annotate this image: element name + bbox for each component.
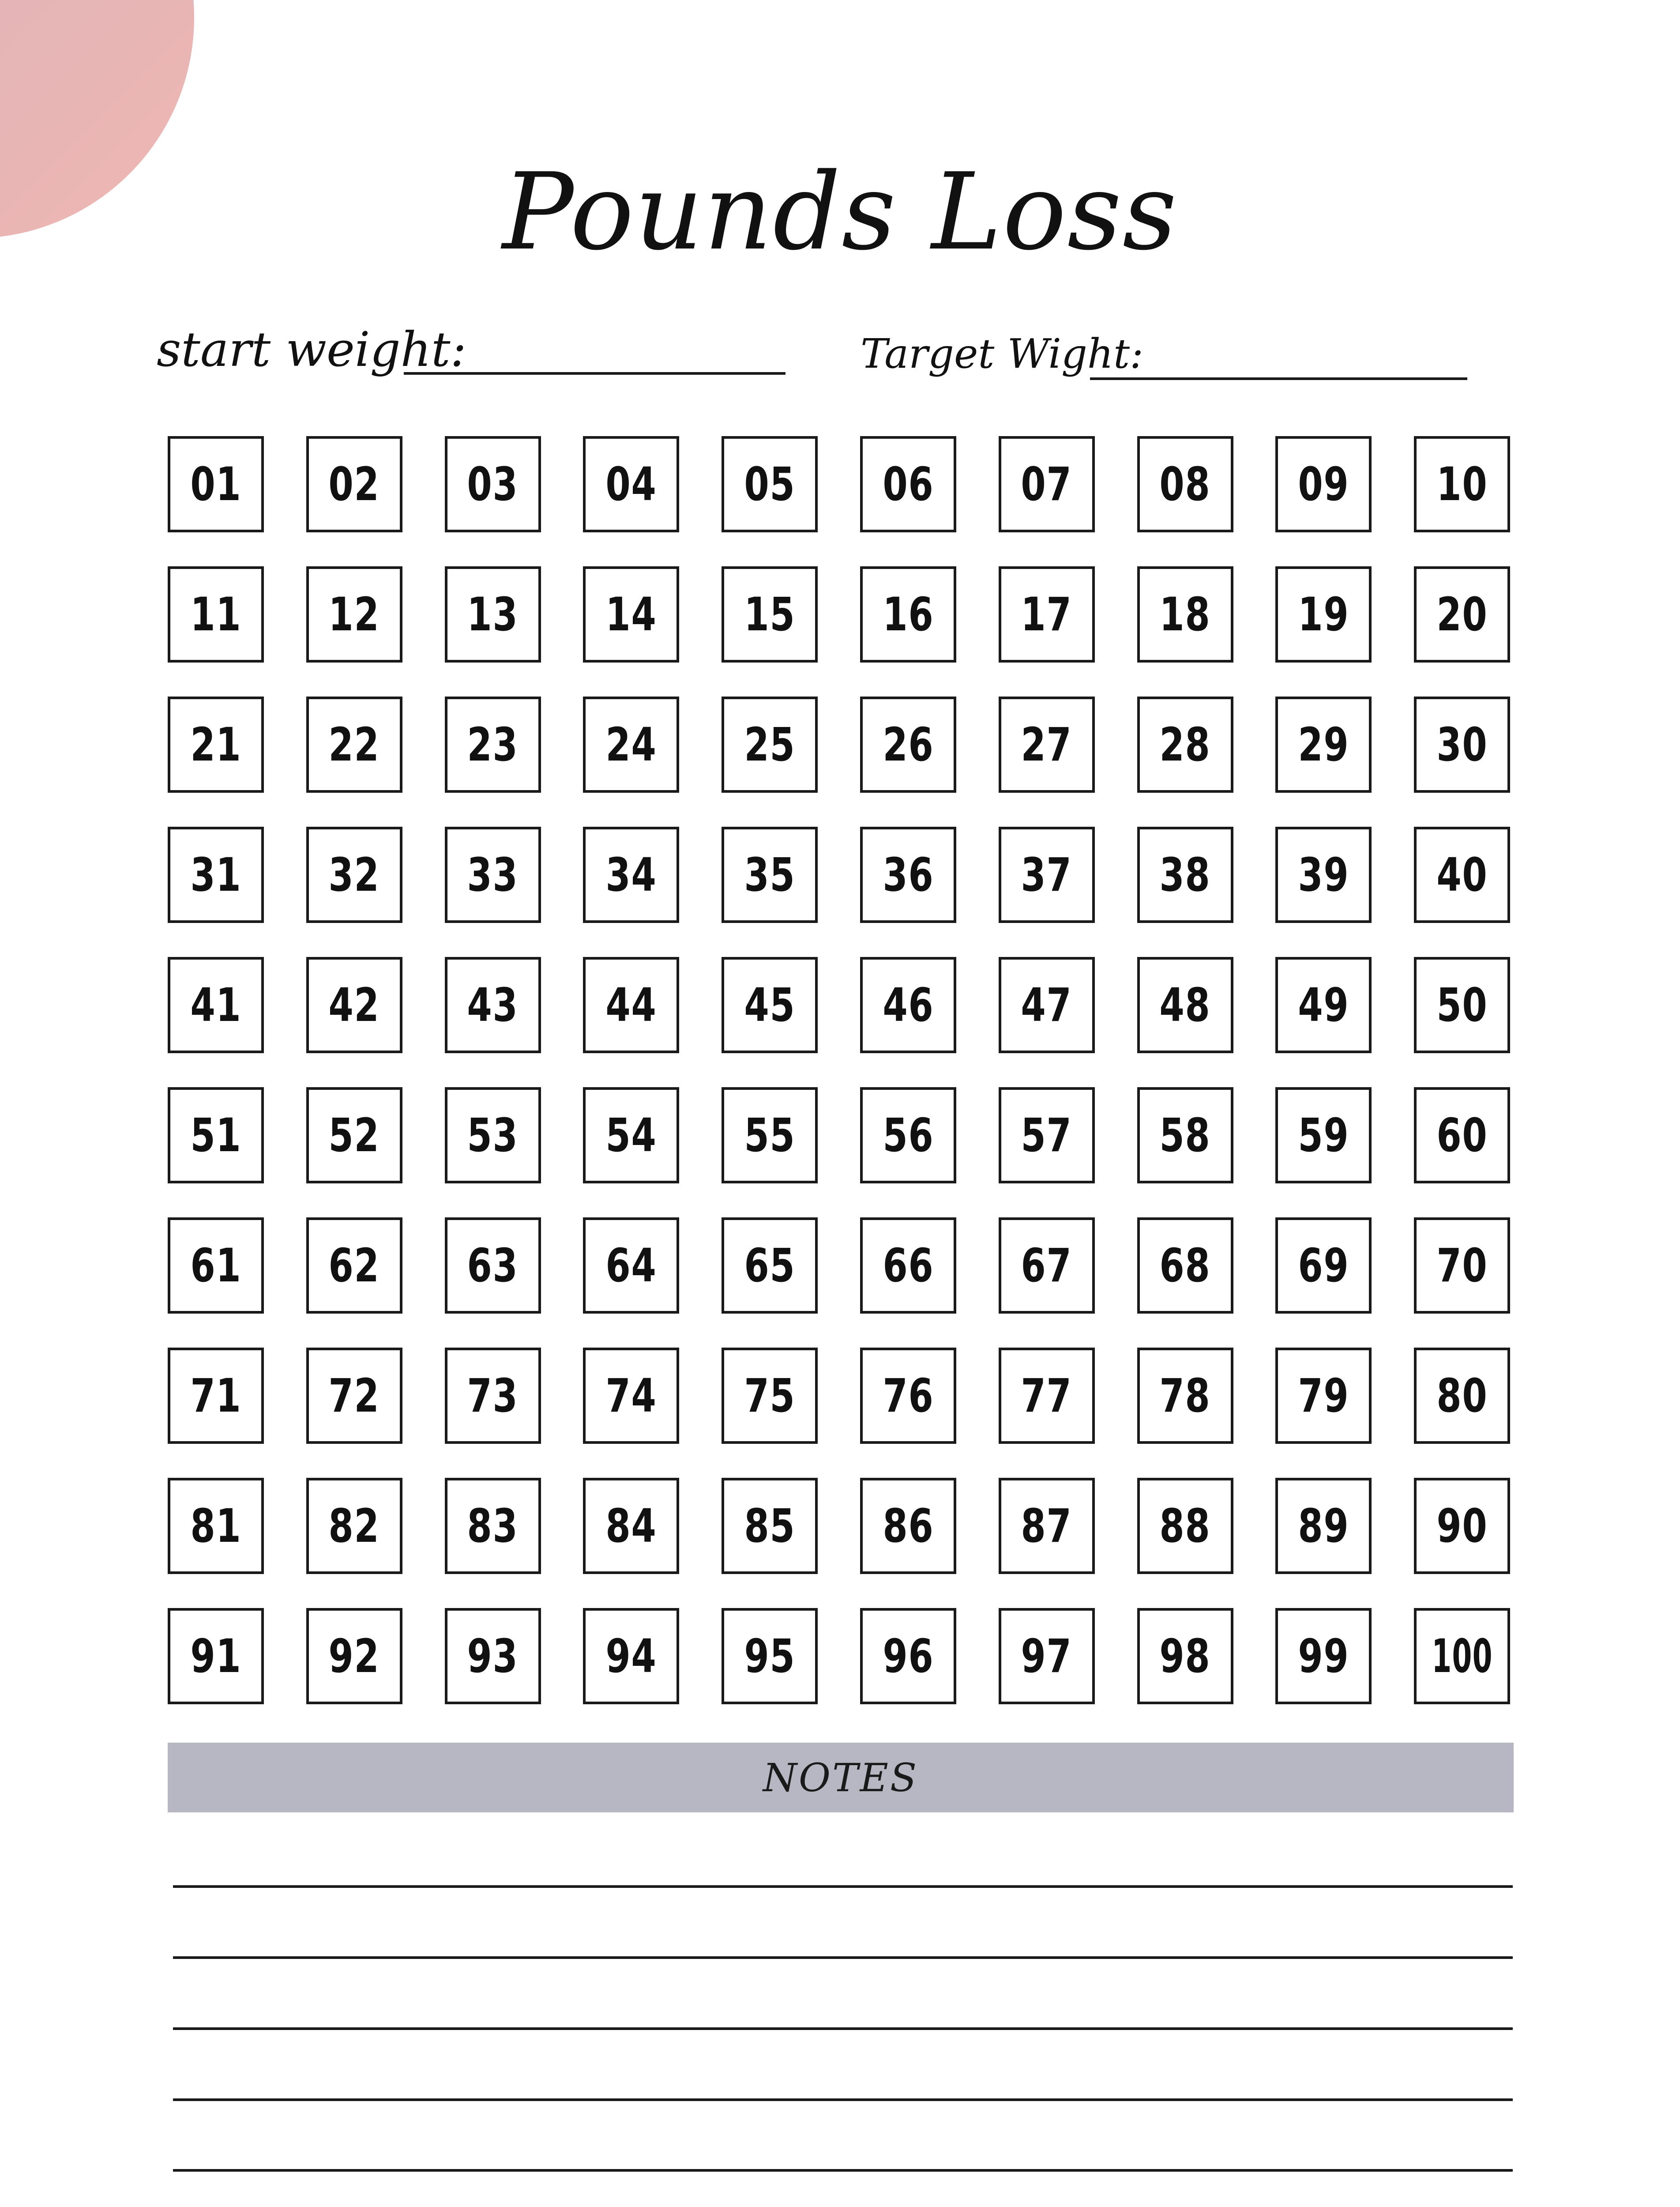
number-label: 52 [328, 1108, 380, 1162]
number-box-57[interactable] [999, 1087, 1095, 1183]
start-weight-label: start weight: [157, 322, 466, 377]
number-label: 78 [1159, 1369, 1211, 1423]
number-label: 25 [744, 718, 796, 772]
number-box-42[interactable] [306, 957, 402, 1053]
number-box-71[interactable] [168, 1348, 264, 1444]
number-box-28[interactable] [1137, 697, 1233, 793]
number-box-63[interactable] [445, 1217, 541, 1314]
number-label: 59 [1298, 1108, 1349, 1162]
number-label: 21 [190, 718, 241, 772]
number-box-46[interactable] [860, 957, 956, 1053]
number-box-30[interactable] [1414, 697, 1510, 793]
number-label: 55 [744, 1108, 796, 1162]
number-box-79[interactable] [1275, 1348, 1372, 1444]
number-label: 98 [1159, 1629, 1211, 1683]
number-label: 66 [882, 1239, 934, 1292]
number-label: 100 [1432, 1629, 1493, 1683]
number-box-52[interactable] [306, 1087, 402, 1183]
number-box-07[interactable] [999, 436, 1095, 532]
number-box-72[interactable] [306, 1348, 402, 1444]
number-box-85[interactable] [722, 1478, 818, 1574]
number-box-68[interactable] [1137, 1217, 1233, 1314]
number-box-43[interactable] [445, 957, 541, 1053]
number-box-99[interactable] [1275, 1608, 1372, 1704]
number-label: 45 [744, 978, 796, 1032]
number-box-09[interactable] [1275, 436, 1372, 532]
number-label: 05 [744, 457, 796, 511]
number-box-74[interactable] [583, 1348, 679, 1444]
number-label: 84 [605, 1499, 657, 1553]
number-label: 11 [190, 588, 241, 641]
number-box-100[interactable] [1414, 1608, 1510, 1704]
number-label: 12 [328, 588, 380, 641]
number-label: 70 [1436, 1239, 1488, 1292]
number-box-90[interactable] [1414, 1478, 1510, 1574]
number-label: 10 [1436, 457, 1488, 511]
number-box-97[interactable] [999, 1608, 1095, 1704]
number-box-67[interactable] [999, 1217, 1095, 1314]
number-box-38[interactable] [1137, 827, 1233, 923]
number-label: 04 [605, 457, 657, 511]
number-box-40[interactable] [1414, 827, 1510, 923]
number-box-03[interactable] [445, 436, 541, 532]
number-label: 82 [328, 1499, 380, 1553]
number-label: 03 [467, 457, 519, 511]
number-label: 32 [328, 848, 380, 902]
number-box-60[interactable] [1414, 1087, 1510, 1183]
number-box-82[interactable] [306, 1478, 402, 1574]
number-label: 53 [467, 1108, 519, 1162]
number-label: 88 [1159, 1499, 1211, 1553]
number-box-94[interactable] [583, 1608, 679, 1704]
number-label: 33 [467, 848, 519, 902]
number-box-27[interactable] [999, 697, 1095, 793]
number-label: 37 [1021, 848, 1072, 902]
number-label: 58 [1159, 1108, 1211, 1162]
number-box-59[interactable] [1275, 1087, 1372, 1183]
number-label: 36 [882, 848, 934, 902]
number-box-31[interactable] [168, 827, 264, 923]
number-label: 15 [744, 588, 796, 641]
number-label: 13 [467, 588, 519, 641]
number-label: 30 [1436, 718, 1488, 772]
number-label: 87 [1021, 1499, 1072, 1553]
number-label: 80 [1436, 1369, 1488, 1423]
number-box-80[interactable] [1414, 1348, 1510, 1444]
number-box-24[interactable] [583, 697, 679, 793]
number-box-13[interactable] [445, 566, 541, 663]
number-label: 19 [1298, 588, 1349, 641]
number-box-73[interactable] [445, 1348, 541, 1444]
number-box-69[interactable] [1275, 1217, 1372, 1314]
number-box-91[interactable] [168, 1608, 264, 1704]
number-box-55[interactable] [722, 1087, 818, 1183]
number-box-11[interactable] [168, 566, 264, 663]
number-box-06[interactable] [860, 436, 956, 532]
page-title: Pounds Loss [502, 150, 1178, 274]
number-box-54[interactable] [583, 1087, 679, 1183]
number-box-19[interactable] [1275, 566, 1372, 663]
number-label: 62 [328, 1239, 380, 1292]
note-line[interactable] [173, 2169, 1513, 2172]
number-label: 16 [882, 588, 934, 641]
number-box-39[interactable] [1275, 827, 1372, 923]
number-label: 79 [1298, 1369, 1349, 1423]
number-box-84[interactable] [583, 1478, 679, 1574]
pounds-tracker-grid [168, 436, 1514, 1704]
number-label: 47 [1021, 978, 1072, 1032]
number-label: 86 [882, 1499, 934, 1553]
number-label: 38 [1159, 848, 1211, 902]
number-box-23[interactable] [445, 697, 541, 793]
number-label: 24 [605, 718, 657, 772]
number-label: 68 [1159, 1239, 1211, 1292]
number-label: 39 [1298, 848, 1349, 902]
number-label: 60 [1436, 1108, 1488, 1162]
number-box-95[interactable] [722, 1608, 818, 1704]
number-label: 20 [1436, 588, 1488, 641]
number-box-29[interactable] [1275, 697, 1372, 793]
number-box-36[interactable] [860, 827, 956, 923]
number-label: 17 [1021, 588, 1072, 641]
note-line[interactable] [173, 2098, 1513, 2101]
number-label: 71 [190, 1369, 241, 1423]
number-label: 26 [882, 718, 934, 772]
number-box-35[interactable] [722, 827, 818, 923]
number-box-64[interactable] [583, 1217, 679, 1314]
number-label: 95 [744, 1629, 796, 1683]
number-label: 96 [882, 1629, 934, 1683]
number-label: 92 [328, 1629, 380, 1683]
number-label: 27 [1021, 718, 1072, 772]
number-label: 89 [1298, 1499, 1349, 1553]
number-label: 23 [467, 718, 519, 772]
number-box-75[interactable] [722, 1348, 818, 1444]
number-label: 01 [190, 457, 241, 511]
number-box-33[interactable] [445, 827, 541, 923]
number-label: 35 [744, 848, 796, 902]
number-box-62[interactable] [306, 1217, 402, 1314]
number-label: 75 [744, 1369, 796, 1423]
number-box-20[interactable] [1414, 566, 1510, 663]
number-box-96[interactable] [860, 1608, 956, 1704]
number-box-01[interactable] [168, 436, 264, 532]
number-label: 81 [190, 1499, 241, 1553]
target-weight-label: Target Wight: [861, 330, 1144, 377]
number-label: 73 [467, 1369, 519, 1423]
number-box-58[interactable] [1137, 1087, 1233, 1183]
number-label: 61 [190, 1239, 241, 1292]
number-label: 42 [328, 978, 380, 1032]
number-label: 67 [1021, 1239, 1072, 1292]
number-label: 07 [1021, 457, 1072, 511]
number-box-18[interactable] [1137, 566, 1233, 663]
number-label: 97 [1021, 1629, 1072, 1683]
number-box-16[interactable] [860, 566, 956, 663]
number-label: 83 [467, 1499, 519, 1553]
number-box-87[interactable] [999, 1478, 1095, 1574]
number-box-10[interactable] [1414, 436, 1510, 532]
number-label: 40 [1436, 848, 1488, 902]
number-label: 06 [882, 457, 934, 511]
number-box-15[interactable] [722, 566, 818, 663]
number-box-77[interactable] [999, 1348, 1095, 1444]
number-label: 44 [605, 978, 657, 1032]
number-label: 22 [328, 718, 380, 772]
number-box-66[interactable] [860, 1217, 956, 1314]
number-box-48[interactable] [1137, 957, 1233, 1053]
number-label: 64 [605, 1239, 657, 1292]
number-label: 90 [1436, 1499, 1488, 1553]
number-label: 29 [1298, 718, 1349, 772]
number-box-81[interactable] [168, 1478, 264, 1574]
number-box-98[interactable] [1137, 1608, 1233, 1704]
number-label: 74 [605, 1369, 657, 1423]
number-label: 41 [190, 978, 241, 1032]
number-box-53[interactable] [445, 1087, 541, 1183]
number-label: 56 [882, 1108, 934, 1162]
number-box-05[interactable] [722, 436, 818, 532]
number-box-47[interactable] [999, 957, 1095, 1053]
number-box-02[interactable] [306, 436, 402, 532]
number-label: 49 [1298, 978, 1349, 1032]
number-label: 77 [1021, 1369, 1072, 1423]
number-label: 91 [190, 1629, 241, 1683]
number-box-89[interactable] [1275, 1478, 1372, 1574]
number-box-78[interactable] [1137, 1348, 1233, 1444]
number-box-12[interactable] [306, 566, 402, 663]
number-label: 02 [328, 457, 380, 511]
number-box-34[interactable] [583, 827, 679, 923]
number-label: 63 [467, 1239, 519, 1292]
number-label: 65 [744, 1239, 796, 1292]
number-label: 18 [1159, 588, 1211, 641]
number-box-45[interactable] [722, 957, 818, 1053]
number-label: 54 [605, 1108, 657, 1162]
notes-header [168, 1743, 1514, 1812]
number-box-37[interactable] [999, 827, 1095, 923]
number-box-83[interactable] [445, 1478, 541, 1574]
number-label: 48 [1159, 978, 1211, 1032]
number-label: 85 [744, 1499, 796, 1553]
note-line[interactable] [173, 1885, 1513, 1888]
number-box-14[interactable] [583, 566, 679, 663]
number-box-61[interactable] [168, 1217, 264, 1314]
number-box-44[interactable] [583, 957, 679, 1053]
number-box-25[interactable] [722, 697, 818, 793]
number-box-17[interactable] [999, 566, 1095, 663]
number-box-93[interactable] [445, 1608, 541, 1704]
number-label: 34 [605, 848, 657, 902]
number-label: 14 [605, 588, 657, 641]
number-label: 31 [190, 848, 241, 902]
number-box-50[interactable] [1414, 957, 1510, 1053]
number-box-32[interactable] [306, 827, 402, 923]
number-box-22[interactable] [306, 697, 402, 793]
number-box-86[interactable] [860, 1478, 956, 1574]
number-label: 94 [605, 1629, 657, 1683]
number-label: 51 [190, 1108, 241, 1162]
number-label: 72 [328, 1369, 380, 1423]
number-label: 57 [1021, 1108, 1072, 1162]
number-label: 50 [1436, 978, 1488, 1032]
number-box-56[interactable] [860, 1087, 956, 1183]
number-box-88[interactable] [1137, 1478, 1233, 1574]
number-box-76[interactable] [860, 1348, 956, 1444]
number-label: 28 [1159, 718, 1211, 772]
number-label: 46 [882, 978, 934, 1032]
notes-label: NOTES [763, 1755, 919, 1800]
number-box-21[interactable] [168, 697, 264, 793]
number-box-51[interactable] [168, 1087, 264, 1183]
number-box-08[interactable] [1137, 436, 1233, 532]
number-label: 76 [882, 1369, 934, 1423]
number-label: 99 [1298, 1629, 1349, 1683]
number-box-70[interactable] [1414, 1217, 1510, 1314]
start-weight-field[interactable] [404, 372, 786, 375]
note-line[interactable] [173, 1956, 1513, 1959]
number-box-92[interactable] [306, 1608, 402, 1704]
number-box-65[interactable] [722, 1217, 818, 1314]
number-box-04[interactable] [583, 436, 679, 532]
number-label: 08 [1159, 457, 1211, 511]
number-label: 93 [467, 1629, 519, 1683]
number-box-49[interactable] [1275, 957, 1372, 1053]
note-line[interactable] [173, 2027, 1513, 2030]
number-label: 69 [1298, 1239, 1349, 1292]
number-box-41[interactable] [168, 957, 264, 1053]
number-label: 09 [1298, 457, 1349, 511]
number-label: 43 [467, 978, 519, 1032]
number-box-26[interactable] [860, 697, 956, 793]
target-weight-field[interactable] [1090, 377, 1467, 380]
